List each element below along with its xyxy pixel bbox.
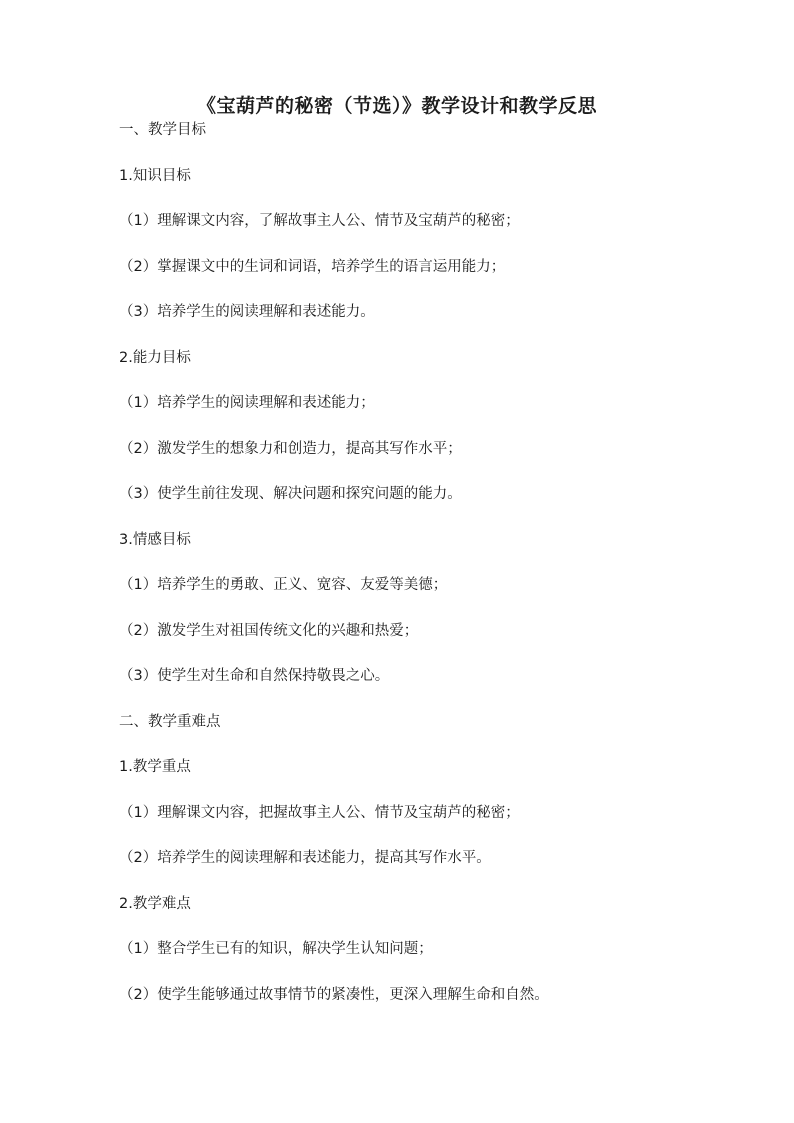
section-heading-key-points: 二、教学重难点 [119,713,221,730]
subheading-ability-goals: 2.能力目标 [119,349,191,366]
list-item: （2）培养学生的阅读理解和表述能力，提高其写作水平。 [119,850,491,866]
list-item: （1）理解课文内容，了解故事主人公、情节及宝葫芦的秘密； [119,213,520,229]
list-item: （2）使学生能够通过故事情节的紧凑性，更深入理解生命和自然。 [119,986,549,1003]
list-item: （3）培养学生的阅读理解和表述能力。 [119,304,375,320]
subheading-emotion-goals: 3.情感目标 [119,531,191,548]
list-item: （2）掌握课文中的生词和词语，培养学生的语言运用能力； [119,258,506,275]
section-heading-objectives: 一、教学目标 [119,122,206,138]
list-item: （1）理解课文内容，把握故事主人公、情节及宝葫芦的秘密； [119,804,520,821]
list-item: （3）使学生对生命和自然保持敬畏之心。 [119,668,390,684]
subheading-teaching-difficulty: 2.教学难点 [119,895,191,912]
list-item: （1）整合学生已有的知识，解决学生认知问题； [119,941,433,957]
list-item: （2）激发学生对祖国传统文化的兴趣和热爱； [119,622,419,639]
list-item: （3）使学生前往发现、解决问题和探究问题的能力。 [119,486,462,502]
document-title: 《宝葫芦的秘密（节选）》教学设计和教学反思 [196,95,597,117]
list-item: （1）培养学生的阅读理解和表述能力； [119,395,375,411]
list-item: （1）培养学生的勇敢、正义、宽容、友爱等美德； [119,577,448,593]
subheading-teaching-focus: 1.教学重点 [119,759,191,775]
subheading-knowledge-goals: 1.知识目标 [119,167,191,184]
list-item: （2）激发学生的想象力和创造力，提高其写作水平； [119,440,462,457]
document-body [119,118,739,1007]
